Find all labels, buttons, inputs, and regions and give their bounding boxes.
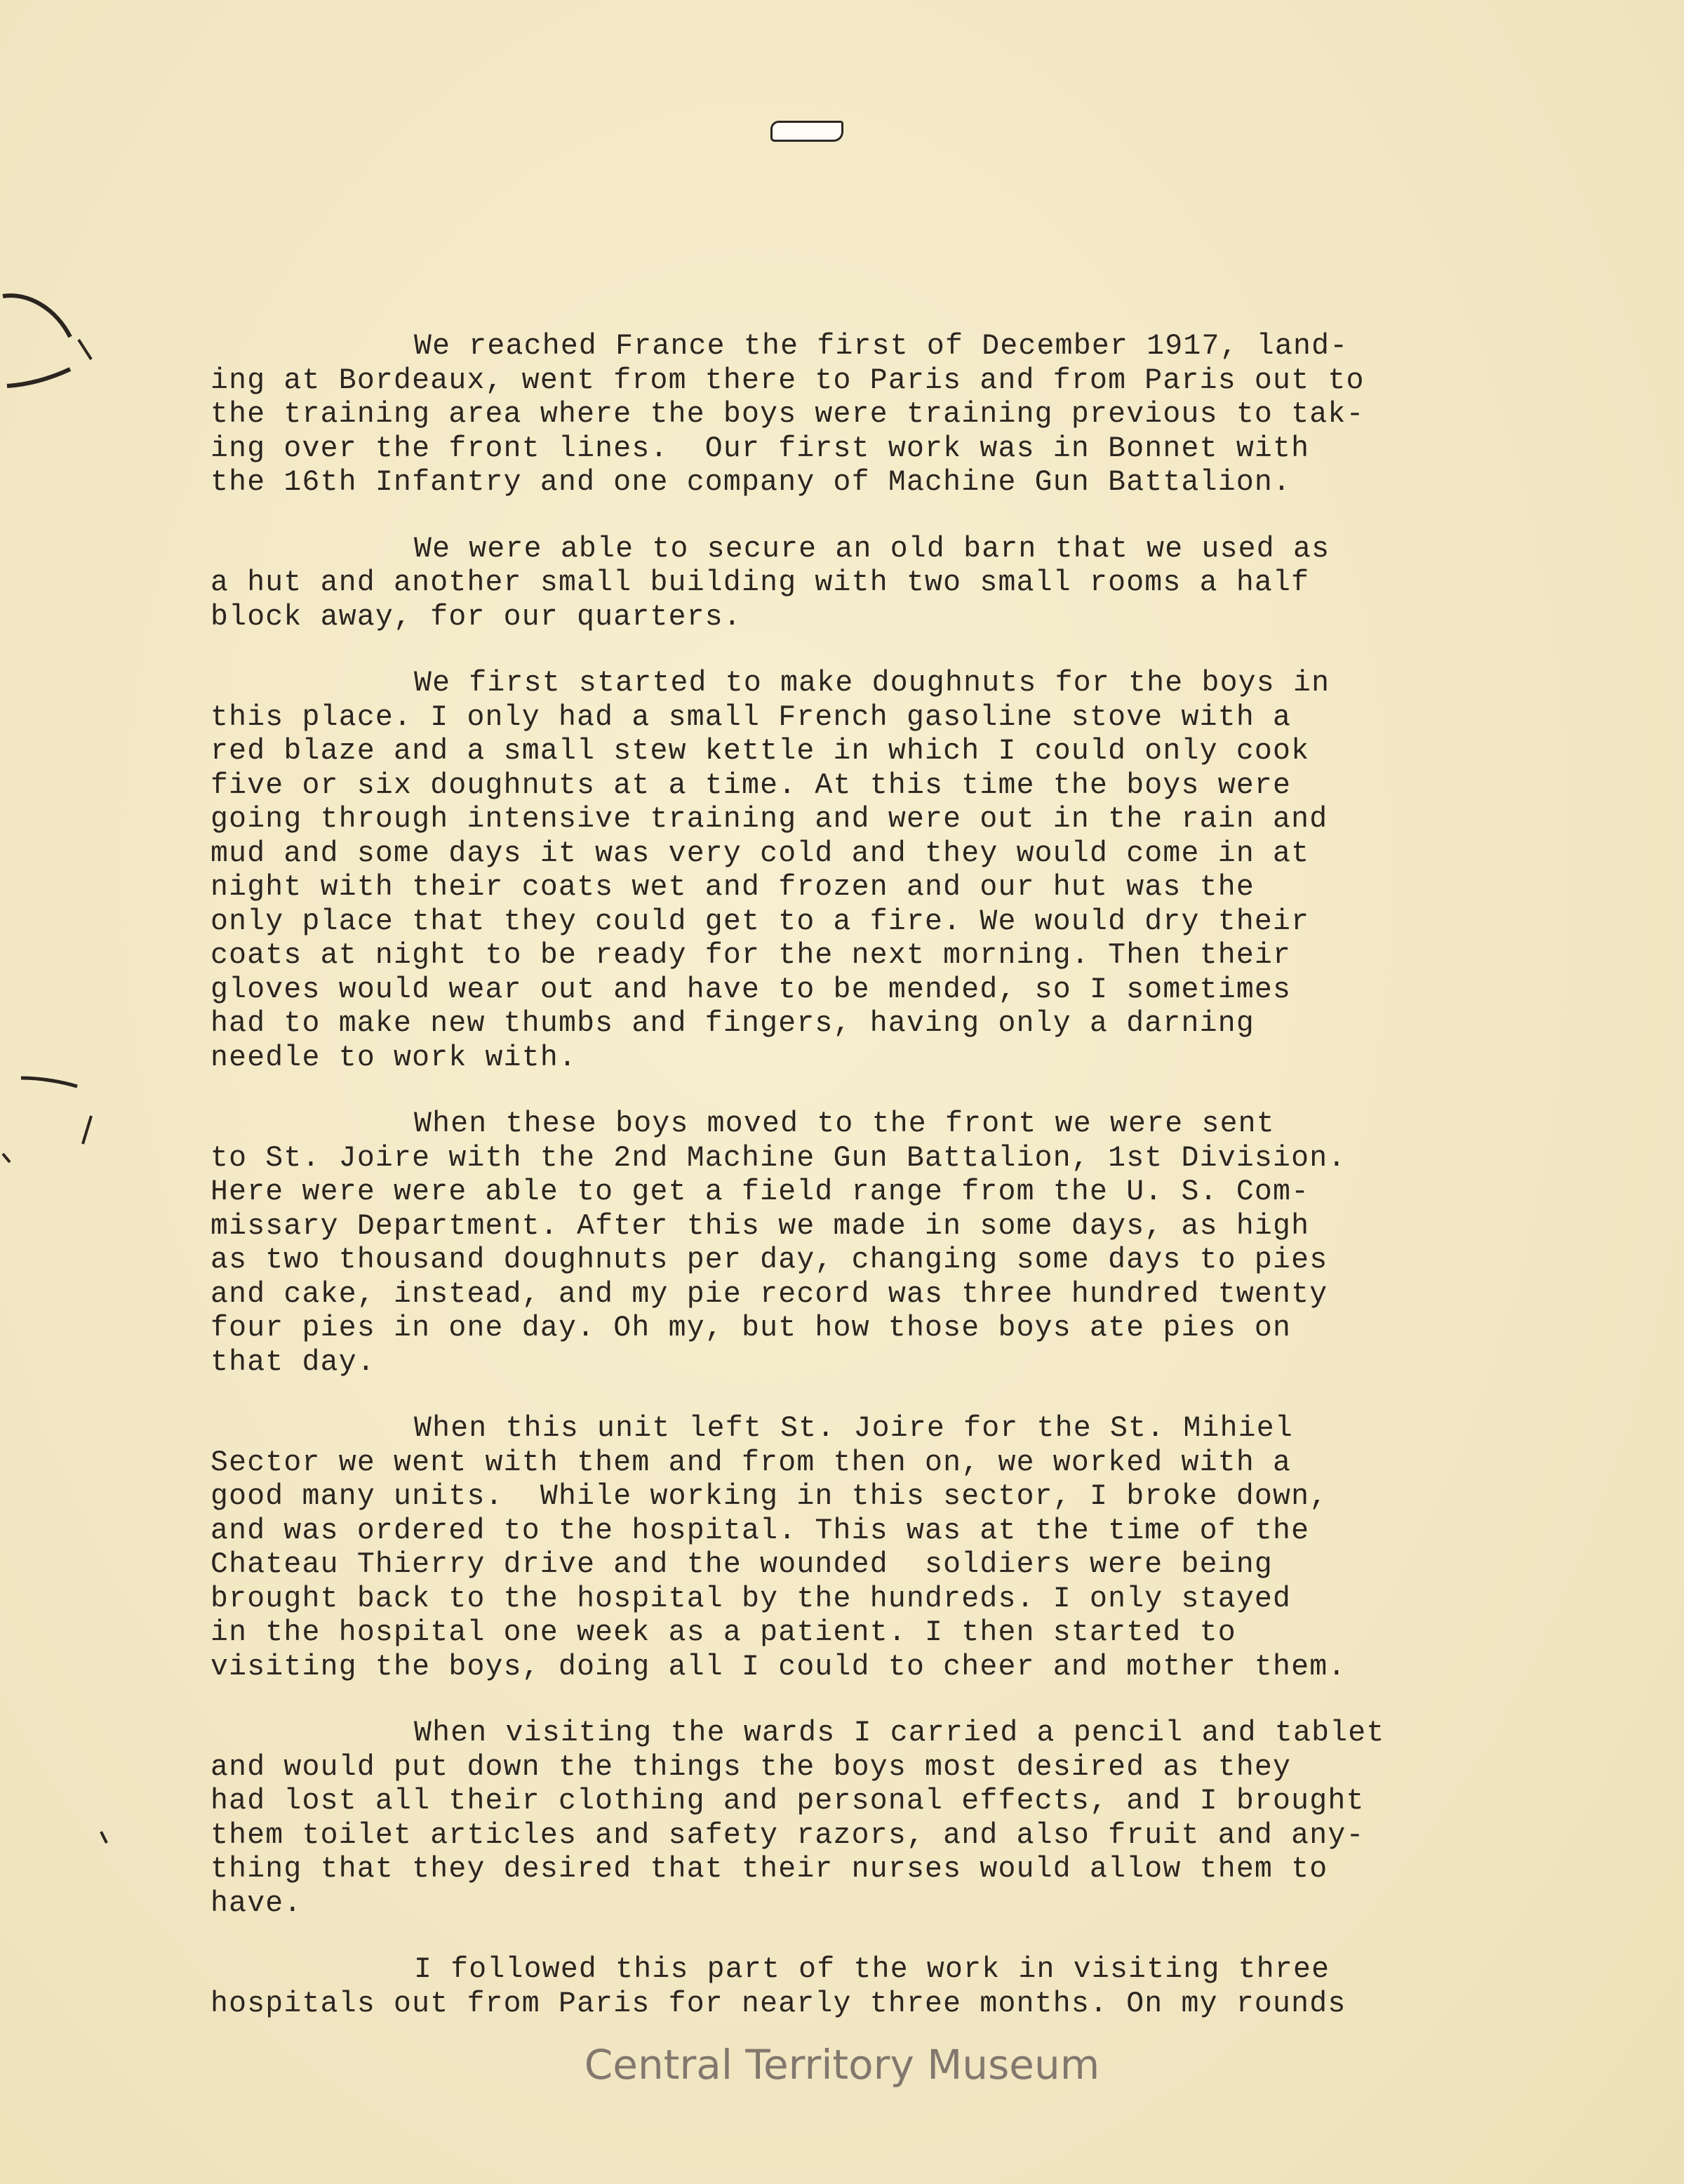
text-line: ing at Bordeaux, went from there to Paris and from Paris out to xyxy=(210,364,1365,397)
text-line: this place. I only had a small French gasoline stove with a xyxy=(210,700,1292,734)
text-line: gloves would wear out and have to be mended, so I sometimes xyxy=(210,973,1292,1006)
paragraph-7 xyxy=(210,1953,1495,2021)
text-line: mud and some days it was very cold and they would come in at xyxy=(210,837,1310,870)
text-line: good many units. While working in this sector, I broke down, xyxy=(210,1480,1328,1513)
text-line: and cake, instead, and my pie record was three hundred twenty xyxy=(210,1277,1328,1311)
text-line: going through intensive training and were out in the rain and xyxy=(210,803,1328,836)
text-line: ing over the front lines. Our first work was in Bonnet with xyxy=(210,432,1310,465)
paper-clip-mark xyxy=(770,121,843,142)
text-line: needle to work with. xyxy=(210,1041,577,1074)
text-line: coats at night to be ready for the next morning. Then their xyxy=(210,939,1292,972)
text-line: have. xyxy=(210,1886,302,1920)
paragraph-1 xyxy=(210,330,1495,500)
text-line: a hut and another small building with two small rooms a half xyxy=(210,566,1310,599)
text-line: night with their coats wet and frozen and our hut was the xyxy=(210,871,1255,904)
margin-bracket-mark-middle xyxy=(0,1067,112,1193)
margin-tick-mark xyxy=(98,1829,112,1850)
text-line: We reached France the first of December 1917, land- xyxy=(414,330,1349,363)
text-line: hospitals out from Paris for nearly three months. On my rounds xyxy=(210,1987,1346,2020)
paragraph-5 xyxy=(210,1412,1495,1684)
text-line: block away, for our quarters. xyxy=(210,600,742,634)
text-line: We first started to make doughnuts for the boys in xyxy=(414,667,1330,700)
text-line: only place that they could get to a fire. We would dry their xyxy=(210,905,1310,938)
text-line: had lost all their clothing and personal effects, and I brought xyxy=(210,1785,1365,1818)
text-line: missary Department. After this we made in some days, as high xyxy=(210,1209,1310,1243)
museum-watermark: Central Territory Museum xyxy=(584,2041,1100,2089)
text-line: Sector we went with them and from then on, we worked with a xyxy=(210,1446,1292,1479)
text-line: brought back to the hospital by the hundreds. I only stayed xyxy=(210,1582,1292,1616)
text-line: When visiting the wards I carried a pencil and tablet xyxy=(414,1717,1385,1750)
text-line: When these boys moved to the front we were sent xyxy=(414,1107,1275,1140)
text-line: Chateau Thierry drive and the wounded soldiers were being xyxy=(210,1548,1274,1581)
text-line: I followed this part of the work in visiting three xyxy=(414,1953,1330,1986)
text-line: as two thousand doughnuts per day, changing some days to pies xyxy=(210,1244,1328,1277)
paragraph-4 xyxy=(210,1107,1495,1380)
text-line: thing that they desired that their nurses would allow them to xyxy=(210,1853,1328,1886)
text-line: the 16th Infantry and one company of Machine Gun Battalion. xyxy=(210,466,1292,499)
text-line: four pies in one day. Oh my, but how those boys ate pies on xyxy=(210,1312,1292,1345)
text-line: to St. Joire with the 2nd Machine Gun Battalion, 1st Division. xyxy=(210,1141,1346,1175)
text-line: and was ordered to the hospital. This was at the time of the xyxy=(210,1514,1310,1547)
text-line: When this unit left St. Joire for the St. Mihiel xyxy=(414,1412,1293,1445)
text-line: and would put down the things the boys most desired as they xyxy=(210,1750,1292,1784)
text-line: Here were were able to get a field range from the U. S. Com- xyxy=(210,1176,1310,1208)
paragraph-2 xyxy=(210,533,1495,635)
text-line: that day. xyxy=(210,1345,375,1379)
text-line: red blaze and a small stew kettle in which I could only cook xyxy=(210,735,1310,768)
text-line: had to make new thumbs and fingers, having only a darning xyxy=(210,1007,1255,1040)
text-line: the training area where the boys were training previous to tak- xyxy=(210,398,1365,431)
margin-bracket-mark-top xyxy=(0,281,112,407)
text-line: We were able to secure an old barn that we used as xyxy=(414,532,1330,566)
text-line: them toilet articles and safety razors, and also fruit and any- xyxy=(210,1818,1365,1852)
text-line: five or six doughnuts at a time. At this time the boys were xyxy=(210,768,1292,802)
paragraph-3 xyxy=(210,667,1495,1075)
text-line: visiting the boys, doing all I could to cheer and mother them. xyxy=(210,1650,1346,1684)
text-line: in the hospital one week as a patient. I then started to xyxy=(210,1616,1236,1649)
paragraph-6 xyxy=(210,1717,1495,1921)
letter-body xyxy=(210,330,1495,2053)
